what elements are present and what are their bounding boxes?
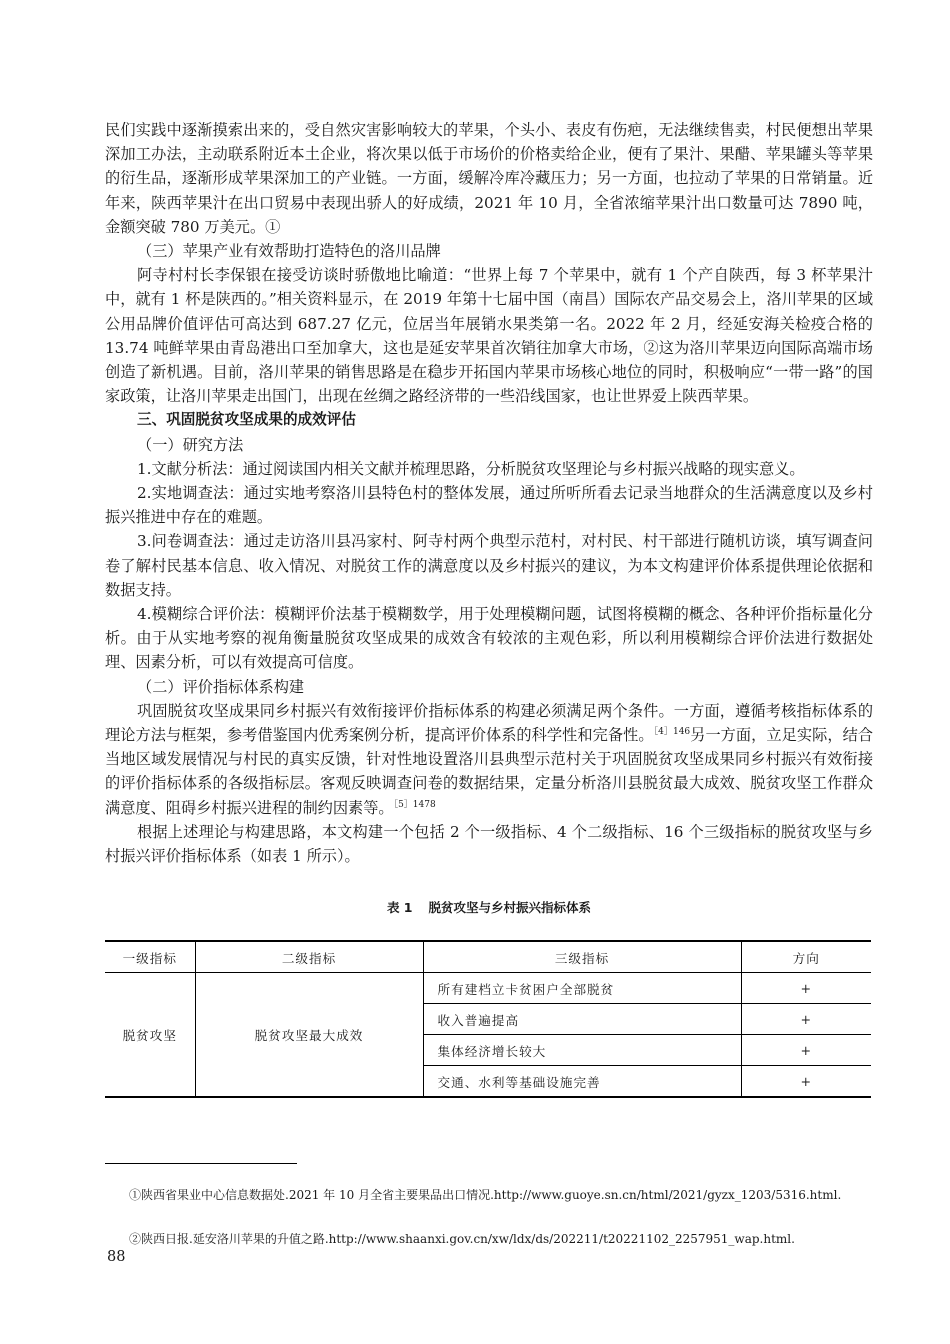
paragraph-table-intro: 根据上述理论与构建思路，本文构建一个包括 2 个一级指标、4 个二级指标、16 个三级指标的脱贫攻坚与乡村振兴评价指标体系（如表 1 所示）。 <box>105 822 873 866</box>
footnote-1: ①陕西省果业中心信息数据处.2021 年 10 月全省主要果品出口情况.http://www.guoye.sn.cn/html/2021/gyzx_1203/5316.html. <box>129 1188 842 1202</box>
level3-cell: 交通、水利等基础设施完善 <box>423 1066 741 1098</box>
level3-cell: 集体经济增长较大 <box>423 1035 741 1066</box>
section-heading-3: 三、巩固脱贫攻坚成果的成效评估 <box>137 411 356 429</box>
footnote-divider <box>105 1163 297 1164</box>
direction-cell: + <box>741 1066 871 1098</box>
direction-cell: + <box>741 1035 871 1066</box>
citation-4[interactable]: ［4］146 <box>653 727 691 738</box>
direction-cell: + <box>741 1004 871 1035</box>
level3-cell: 收入普遍提高 <box>423 1004 741 1035</box>
header-level3: 三级指标 <box>423 941 741 973</box>
level1-cell: 脱贫攻坚 <box>122 1028 177 1044</box>
table-number: 表 1 <box>386 900 413 916</box>
level3-cell: 所有建档立卡贫困户全部脱贫 <box>423 973 741 1004</box>
table-title: 脱贫攻坚与乡村振兴指标体系 <box>428 900 592 916</box>
paragraph-luochuan-brand: 阿寺村村长李保银在接受访谈时骄傲地比喻道：“世界上每 7 个苹果中，就有 1 个产自陕西，每 3 杯苹果汁中，就有 1 杯是陕西的。”相关资料显示，在 2019 年第十七届中国（南昌）国际农产品交易会上，洛川苹果的区域公用品牌价值评估可高达到 687.27 亿元，位居当年展销水果类第一名。2022 年 2 月，经延安海关检疫合格的 13.74 吨鲜苹果由青岛港出口至加拿大，这也是延安苹果首次销往加拿大市场，②这为洛川苹果迈向国际高端市场创造了新机遇。目前，洛川苹果的销售思路是在稳步开拓国内苹果市场核心地位的同时，积极响应“一带一路”的国家政策，让洛川苹果走出国门，出现在丝绸之路经济带的一些沿线国家，也让世界爱上陕西苹果。 <box>105 266 873 406</box>
table-header-row <box>105 941 871 973</box>
main-text <box>105 118 873 1098</box>
indicator-table <box>105 940 871 1098</box>
direction-cell: + <box>741 973 871 1004</box>
footnote-2: ②陕西日报.延安洛川苹果的升值之路.http://www.shaanxi.gov.cn/xw/ldx/ds/202211/t20221102_2257951_wap.html. <box>129 1232 795 1246</box>
header-direction: 方向 <box>741 941 871 973</box>
citation-5[interactable]: ［5］1478 <box>393 799 436 810</box>
header-level1: 一级指标 <box>122 950 177 966</box>
paragraph-index-system <box>105 699 873 820</box>
subsection-heading-2: （二）评价指标体系构建 <box>137 677 305 696</box>
paragraph-text: 巩固脱贫攻坚成果同乡村振兴有效衔接评价指标体系的构建必须满足两个条件。一方面，遵循考核指标体系的理论方法与框架，参考借鉴国内优秀案例分析，提高评价体系的科学性和完备性。 <box>105 701 873 745</box>
table-row <box>105 973 871 1004</box>
header-level2: 二级指标 <box>195 941 423 973</box>
method-fieldwork: 2.实地调查法：通过实地考察洛川县特色村的整体发展，通过所听所看去记录当地群众的生活满意度以及乡村振兴推进中存在的难题。 <box>105 484 873 527</box>
level2-cell: 脱贫攻坚最大成效 <box>195 973 423 1098</box>
paragraph-continued: 民们实践中逐渐摸索出来的，受自然灾害影响较大的苹果，个头小、表皮有伤疤，无法继续售卖，村民便想出苹果深加工办法，主动联系附近本土企业，将次果以低于市场价的价格卖给企业，便有了果汁、果醋、苹果罐头等苹果的衍生品，逐渐形成苹果深加工的产业链。一方面，缓解冷库冷藏压力；另一方面，也拉动了苹果的日常销量。近年来，陕西苹果汁在出口贸易中表现出骄人的好成绩，2021 年 10 月，全省浓缩苹果汁出口数量可达 7890 吨，金额突破 780 万美元。① <box>105 121 873 236</box>
method-fuzzy: 4.模糊综合评价法：模糊评价法基于模糊数学，用于处理模糊问题，试图将模糊的概念、各种评价指标量化分析。由于从实地考察的视角衡量脱贫攻坚成果的成效含有较浓的主观色彩，所以利用模糊综合评价法进行数据处理、因素分析，可以有效提高可信度。 <box>105 605 873 672</box>
paragraph-text: 另一方面，立足实际，结合当地区域发展情况与村民的真实反馈，针对性地设置洛川县典型示范村关于巩固脱贫攻坚成果同乡村振兴有效衔接的评价指标体系的各级指标层。客观反映调查问卷的数据结果，定量分析洛川县脱贫最大成效、脱贫攻坚工作群众满意度、阻碍乡村振兴进程的制约因素等。 <box>105 726 874 817</box>
subsection-heading-1: （一）研究方法 <box>137 435 244 454</box>
subsection-heading-3: （三）苹果产业有效帮助打造特色的洛川品牌 <box>137 242 441 261</box>
page-number: 88 <box>107 1249 126 1265</box>
method-questionnaire: 3.问卷调查法：通过走访洛川县冯家村、阿寺村两个典型示范村，对村民、村干部进行随机访谈，填写调查问卷了解村民基本信息、收入情况、对脱贫工作的满意度以及乡村振兴的建议，为本文构建评价体系提供理论依据和数据支持。 <box>105 532 873 599</box>
table-caption <box>105 898 873 916</box>
method-literature: 1.文献分析法：通过阅读国内相关文献并梳理思路，分析脱贫攻坚理论与乡村振兴战略的现实意义。 <box>137 459 805 478</box>
